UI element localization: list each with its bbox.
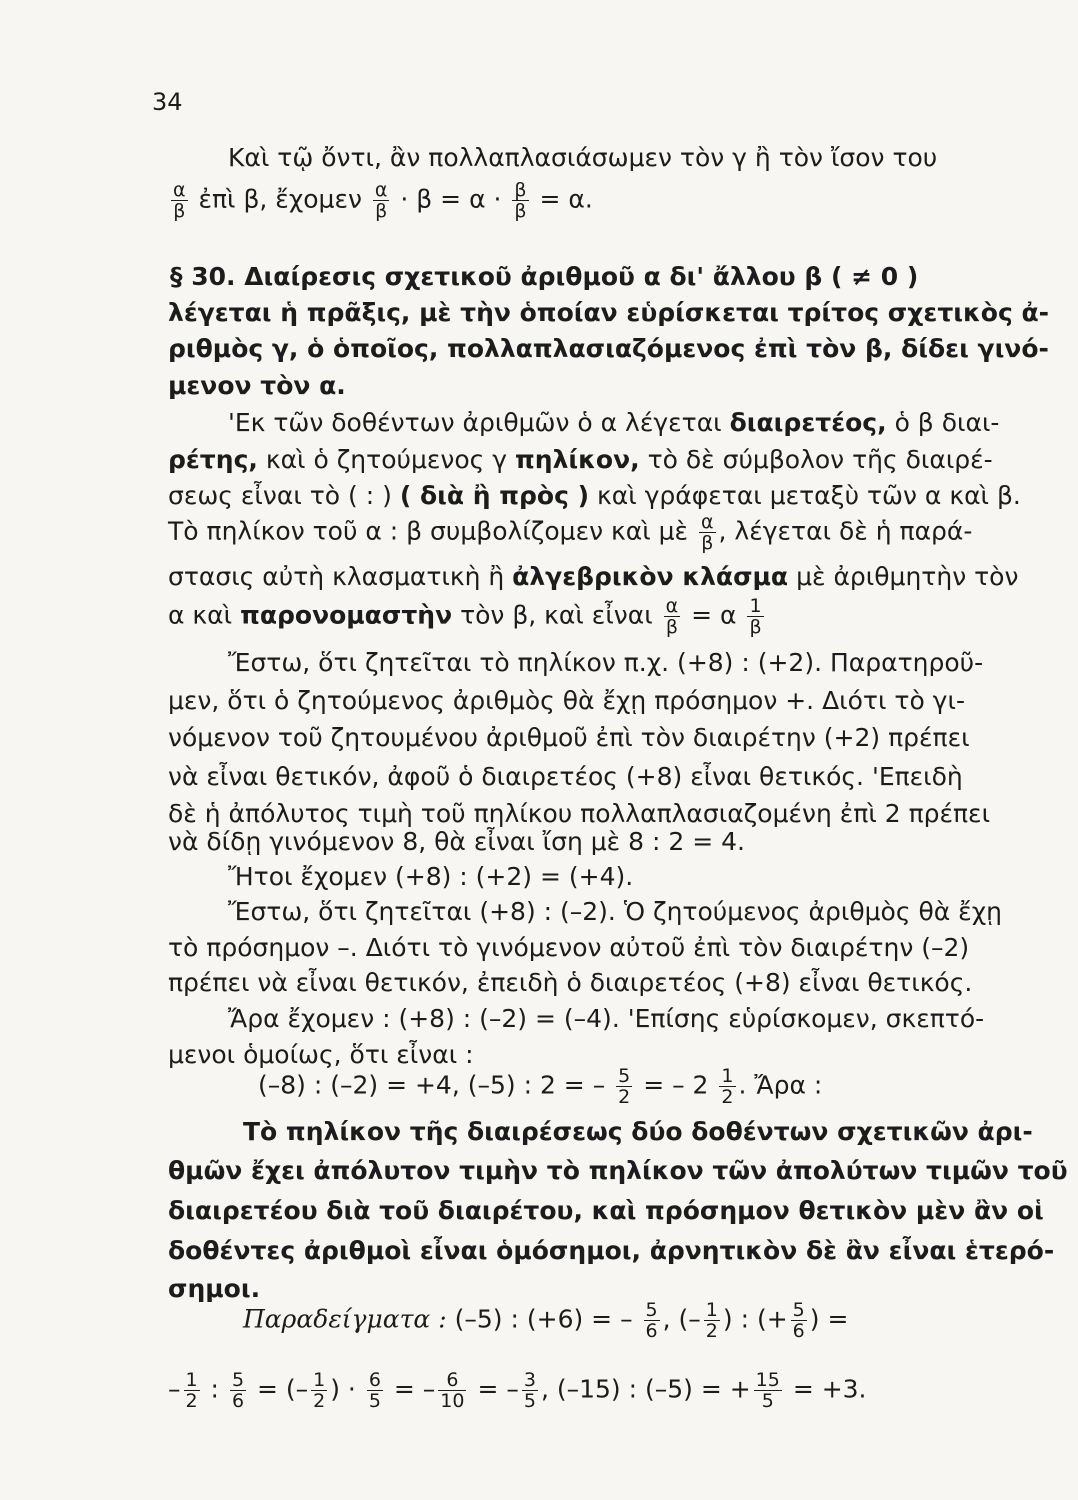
page-number: 34 xyxy=(152,88,183,116)
examples-label: Παραδείγματα : xyxy=(243,1304,447,1334)
fraction: $\frac{\alpha}{\beta}$ xyxy=(701,511,714,554)
fraction: $\frac{1}{\beta}$ xyxy=(749,595,762,638)
text-line: νὰ δίδῃ γινόμενον 8, θὰ εἶναι ἴση μὲ 8 : 2 = 4. xyxy=(168,827,745,856)
fraction: $\frac{1}{2}$ xyxy=(705,1299,718,1342)
fraction: $\frac{5}{6}$ xyxy=(792,1299,805,1342)
fraction: $\frac{5}{6}$ xyxy=(231,1369,245,1412)
examples-line: Παραδείγματα : (–5) : (+6) = – $\frac{5}{6}$ , (– $\frac{1}{2}$ ) : (+ $\frac{5}{6}$ ) = xyxy=(243,1299,849,1342)
fraction: $\frac{5}{2}$ xyxy=(618,1065,631,1108)
section-heading-line: § 30. Διαίρεσις σχετικοῦ ἀριθμοῦ α δι' ἄλλου β ( ≠ 0 ) xyxy=(170,262,919,291)
text-line: Ἤτοι ἔχομεν (+8) : (+2) = (+4). xyxy=(228,862,634,891)
definition-line: μενον τὸν α. xyxy=(168,371,346,400)
fraction: $\frac{15}{5}$ xyxy=(755,1369,780,1412)
fraction: $\frac{1}{2}$ xyxy=(185,1369,198,1412)
fraction: $\frac{1}{2}$ xyxy=(721,1065,734,1108)
text-line: Ἔστω, ὅτι ζητεῖται (+8) : (–2). Ὁ ζητούμενος ἀριθμὸς θὰ ἔχῃ xyxy=(228,897,1002,926)
fraction: $\frac{6}{10}$ xyxy=(440,1369,465,1412)
rule-line: Τὸ πηλίκον τῆς διαιρέσεως δύο δοθέντων σχετικῶν ἀρι- xyxy=(243,1117,1033,1146)
examples-line: – $\frac{1}{2}$ : $\frac{5}{6}$ = (– $\frac{1}{2}$ ) · $\frac{6}{5}$ = – $\frac{6}{10}$ = – $\frac{3}{5}$ , (–15) : (–5) = + $\frac{15}{5}$ = +3. xyxy=(168,1369,867,1412)
text-line: Ἄρα ἔχομεν : (+8) : (–2) = (–4). 'Επίσης εὑρίσκομεν, σκεπτό- xyxy=(228,1004,985,1033)
rule-line: θμῶν ἔχει ἀπόλυτον τιμὴν τὸ πηλίκον τῶν ἀπολύτων τιμῶν τοῦ xyxy=(168,1156,1068,1185)
fraction: $\frac{\alpha}{\beta}$ xyxy=(665,595,679,638)
text-line-with-fractions: α καὶ παρονομαστὴν τὸν β, καὶ εἶναι $\frac{\alpha}{\beta}$ = α $\frac{1}{\beta}$ xyxy=(168,595,762,638)
text-line: 'Εκ τῶν δοθέντων ἀριθμῶν ὁ α λέγεται διαιρετέος, ὁ β διαι- xyxy=(228,408,1000,437)
fraction: $\frac{\alpha}{\beta}$ xyxy=(173,179,186,222)
text-line: ρέτης, καὶ ὁ ζητούμενος γ πηλίκον, τὸ δὲ σύμβολον τῆς διαιρέ- xyxy=(168,445,993,474)
fraction: $\frac{3}{5}$ xyxy=(523,1369,536,1412)
fraction: $\frac{6}{5}$ xyxy=(368,1369,381,1412)
fraction: $\frac{1}{2}$ xyxy=(313,1369,326,1412)
text-line: νόμενον τοῦ ζητουμένου ἀριθμοῦ ἐπὶ τὸν διαιρέτην (+2) πρέπει xyxy=(168,723,970,752)
rule-line: διαιρετέου διὰ τοῦ διαιρέτου, καὶ πρόσημον θετικὸν μὲν ἂν οἱ xyxy=(168,1196,1044,1225)
text-line: πρέπει νὰ εἶναι θετικόν, ἐπειδὴ ὁ διαιρετέος (+8) εἶναι θετικός. xyxy=(168,968,973,997)
rule-line: δοθέντες ἀριθμοὶ εἶναι ὁμόσημοι, ἀρνητικὸν δὲ ἂν εἶναι ἑτερό- xyxy=(168,1236,1055,1265)
fraction: $\frac{\beta}{\beta}$ xyxy=(514,179,527,222)
text-line: μενοι ὁμοίως, ὅτι εἶναι : xyxy=(168,1040,474,1069)
text-line: νὰ εἶναι θετικόν, ἀφοῦ ὁ διαιρετέος (+8) εἶναι θετικός. 'Επειδὴ xyxy=(168,762,963,791)
text-line-with-fraction: Τὸ πηλίκον τοῦ α : β συμβολίζομεν καὶ μὲ $\frac{\alpha}{\beta}$ , λέγεται δὲ ἡ παρά- xyxy=(168,511,973,554)
text-line: Ἔστω, ὅτι ζητεῖται τὸ πηλίκον π.χ. (+8) : (+2). Παρατηροῦ- xyxy=(228,648,984,677)
text-line: σεως εἶναι τὸ ( : ) ( διὰ ἢ πρὸς ) καὶ γράφεται μεταξὺ τῶν α καὶ β. xyxy=(168,481,1021,510)
definition-line: λέγεται ἡ πρᾶξις, μὲ τὴν ὁποίαν εὑρίσκεται τρίτος σχετικὸς ἀ- xyxy=(168,298,1050,327)
fraction: $\frac{\alpha}{\beta}$ xyxy=(374,179,388,222)
text-line: μεν, ὅτι ὁ ζητούμενος ἀριθμὸς θὰ ἔχῃ πρόσημον +. Διότι τὸ γι- xyxy=(168,686,965,715)
rule-line: σημοι. xyxy=(168,1274,261,1303)
display-formula: (–8) : (–2) = +4, (–5) : 2 = – $\frac{5}{2}$ = – 2 $\frac{1}{2}$ . Ἄρα : xyxy=(258,1065,823,1108)
text-line: τὸ πρόσημον –. Διότι τὸ γινόμενον αὐτοῦ ἐπὶ τὸν διαιρέτην (–2) xyxy=(168,933,970,962)
text-line: στασις αὐτὴ κλασματικὴ ἢ ἀλγεβρικὸν κλάσμα μὲ ἀριθμητὴν τὸν xyxy=(168,562,1019,591)
text-line-with-fractions: $\frac{\alpha}{\beta}$ ἐπὶ β, ἔχομεν $\frac{\alpha}{\beta}$ · β = α · $\frac{\beta}{\beta}$ = α. xyxy=(173,179,593,222)
text-line: Καὶ τῷ ὄντι, ἂν πολλαπλασιάσωμεν τὸν γ ἢ τὸν ἴσον του xyxy=(228,143,938,172)
definition-line: ριθμὸς γ, ὁ ὁποῖος, πολλαπλασιαζόμενος ἐπὶ τὸν β, δίδει γινό- xyxy=(168,334,1049,363)
text-line: δὲ ἡ ἀπόλυτος τιμὴ τοῦ πηλίκου πολλαπλασιαζομένη ἐπὶ 2 πρέπει xyxy=(168,799,991,828)
fraction: $\frac{5}{6}$ xyxy=(645,1299,658,1342)
